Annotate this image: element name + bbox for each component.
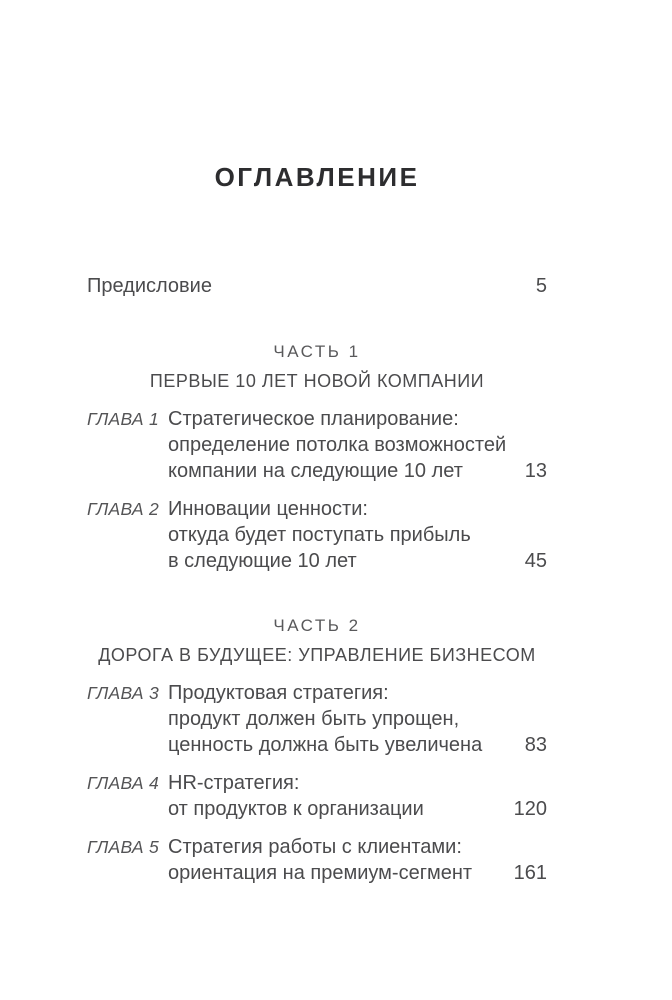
toc-chapter-3 bbox=[87, 680, 547, 758]
chapter-1-label: ГЛАВА 1 bbox=[87, 409, 160, 429]
part-2-title: ДОРОГА В БУДУЩЕЕ: УПРАВЛЕНИЕ БИЗНЕСОМ bbox=[98, 645, 536, 665]
toc-part-1 bbox=[87, 338, 547, 574]
chapter-3-page-number: 83 bbox=[524, 734, 547, 756]
chapter-title-line bbox=[168, 458, 547, 484]
chapter-title-line: Стратегическое планирование: bbox=[168, 408, 459, 430]
page-title: ОГЛАВЛЕНИЕ bbox=[214, 162, 420, 192]
chapter-2-label: ГЛАВА 2 bbox=[87, 499, 160, 519]
part-1-title: ПЕРВЫЕ 10 ЛЕТ НОВОЙ КОМПАНИИ bbox=[149, 371, 485, 391]
chapter-4-label: ГЛАВА 4 bbox=[87, 773, 160, 793]
chapter-title-line: откуда будет поступать прибыль bbox=[168, 524, 471, 546]
chapter-2-title bbox=[168, 496, 547, 574]
chapter-4-page-number: 120 bbox=[513, 798, 547, 820]
chapter-title-line: HR-стратегия: bbox=[168, 772, 300, 794]
chapter-5-page-number: 161 bbox=[513, 862, 547, 884]
chapter-1-page-number: 13 bbox=[524, 460, 547, 482]
chapter-title-line bbox=[168, 796, 547, 822]
chapter-title-line: Инновации ценности: bbox=[168, 498, 368, 520]
chapter-1-title bbox=[168, 406, 547, 484]
part-1-label: ЧАСТЬ 1 bbox=[273, 342, 361, 361]
part-2-label: ЧАСТЬ 2 bbox=[273, 616, 361, 635]
chapter-5-label: ГЛАВА 5 bbox=[87, 837, 160, 857]
chapter-4-title bbox=[168, 770, 547, 822]
chapter-title-text: ценность должна быть увеличена bbox=[168, 734, 483, 756]
preface-label: Предисловие bbox=[87, 275, 212, 297]
toc-entry-preface bbox=[87, 272, 547, 300]
chapter-title-line bbox=[168, 732, 547, 758]
toc-chapter-4 bbox=[87, 770, 547, 822]
toc-chapter-2 bbox=[87, 496, 547, 574]
chapter-2-page-number: 45 bbox=[524, 550, 547, 572]
toc-chapter-1 bbox=[87, 406, 547, 484]
chapter-title-text: ориентация на премиум-сегмент bbox=[168, 862, 473, 884]
chapter-title-line bbox=[168, 548, 547, 574]
chapter-title-line: Стратегия работы с клиентами: bbox=[168, 836, 462, 858]
chapter-3-title bbox=[168, 680, 547, 758]
chapter-title-line: Продуктовая стратегия: bbox=[168, 682, 389, 704]
chapter-title-line bbox=[168, 860, 547, 886]
preface-page-number: 5 bbox=[535, 275, 547, 297]
chapter-title-text: от продуктов к организации bbox=[168, 798, 424, 820]
chapter-5-title bbox=[168, 834, 547, 886]
chapter-title-line: определение потолка возможностей bbox=[168, 434, 507, 456]
toc-chapter-5 bbox=[87, 834, 547, 886]
chapter-title-text: компании на следующие 10 лет bbox=[168, 460, 463, 482]
chapter-3-label: ГЛАВА 3 bbox=[87, 683, 160, 703]
chapter-title-text: в следующие 10 лет bbox=[168, 550, 357, 572]
toc-part-2 bbox=[87, 612, 547, 886]
chapter-title-line: продукт должен быть упрощен, bbox=[168, 708, 460, 730]
